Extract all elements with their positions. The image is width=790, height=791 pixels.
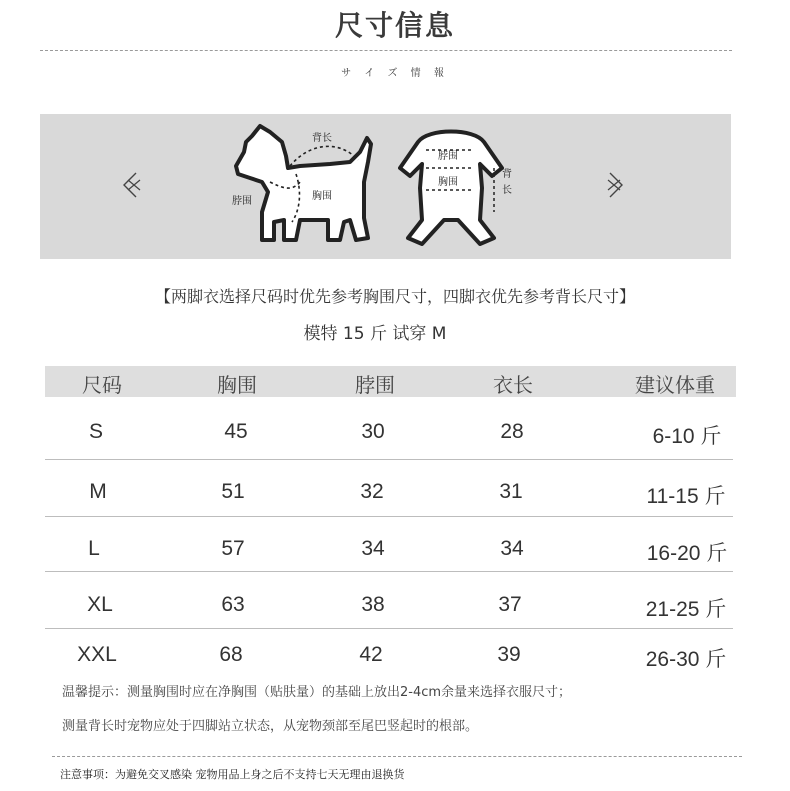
front-back-label-1: 背 xyxy=(502,169,512,180)
weight-cell: 6-10 斤 xyxy=(652,425,722,448)
weight-cell: 11-15 斤 xyxy=(646,485,726,508)
header-chest: 胸围 xyxy=(217,375,257,397)
chest-cell: 63 xyxy=(221,593,245,616)
row-divider xyxy=(45,516,733,517)
chest-cell: 68 xyxy=(219,643,243,666)
row-divider xyxy=(45,459,733,460)
dog-side-view-icon xyxy=(230,122,380,250)
size-table-header xyxy=(45,366,736,397)
weight-cell: 16-20 斤 xyxy=(646,542,728,565)
weight-cell: 21-25 斤 xyxy=(645,598,727,621)
neck-cell: 32 xyxy=(360,480,384,503)
measurement-tip-1: 温馨提示：测量胸围时应在净胸围（贴肤量）的基础上放出2-4cm余量来选择衣服尺寸； xyxy=(62,685,572,700)
row-divider xyxy=(45,571,733,572)
front-neck-label: 脖围 xyxy=(438,151,458,162)
size-cell: L xyxy=(88,537,100,560)
length-cell: 28 xyxy=(500,420,524,443)
page-subtitle: サ イ ズ 情 報 xyxy=(341,68,449,79)
chest-cell: 45 xyxy=(224,420,248,443)
size-cell: XXL xyxy=(77,643,117,666)
neck-cell: 30 xyxy=(361,420,385,443)
length-cell: 37 xyxy=(498,593,522,616)
back-length-label: 背长 xyxy=(312,133,332,144)
neck-cell: 34 xyxy=(361,537,385,560)
header-weight: 建议体重 xyxy=(635,375,715,397)
header-length: 衣长 xyxy=(493,375,533,397)
model-info: 模特 15 斤 试穿 M xyxy=(303,324,447,344)
neck-cell: 38 xyxy=(361,593,385,616)
chest-cell: 51 xyxy=(221,480,245,503)
measurement-diagram xyxy=(40,114,731,259)
neck-cell: 42 xyxy=(359,643,383,666)
length-cell: 34 xyxy=(500,537,524,560)
header-size: 尺码 xyxy=(82,375,122,397)
header-neck: 脖围 xyxy=(355,375,395,397)
weight-cell: 26-30 斤 xyxy=(645,648,727,671)
neck-label: 脖围 xyxy=(232,196,252,207)
size-selection-note: 【两脚衣选择尺码时优先参考胸围尺寸，四脚衣优先参考背长尺寸】 xyxy=(154,287,635,306)
chest-label: 胸围 xyxy=(312,191,332,202)
chest-cell: 57 xyxy=(221,537,245,560)
size-cell: S xyxy=(88,420,104,443)
arrow-right-icon[interactable] xyxy=(602,170,630,200)
front-chest-label: 胸围 xyxy=(438,177,458,188)
measurement-tip-2: 测量背长时宠物应处于四脚站立状态，从宠物颈部至尾巴竖起时的根部。 xyxy=(62,719,479,734)
title-divider xyxy=(40,50,732,51)
row-divider xyxy=(45,628,733,629)
footer-divider xyxy=(52,756,742,757)
size-cell: XL xyxy=(87,593,113,616)
size-cell: M xyxy=(89,480,107,503)
length-cell: 39 xyxy=(497,643,521,666)
length-cell: 31 xyxy=(499,480,523,503)
arrow-left-icon[interactable] xyxy=(118,170,146,200)
front-back-label-2: 长 xyxy=(502,185,512,196)
return-policy-notice: 注意事项：为避免交叉感染 宠物用品上身之后不支持七天无理由退换货 xyxy=(60,768,405,781)
page-title: 尺寸信息 xyxy=(334,9,455,42)
